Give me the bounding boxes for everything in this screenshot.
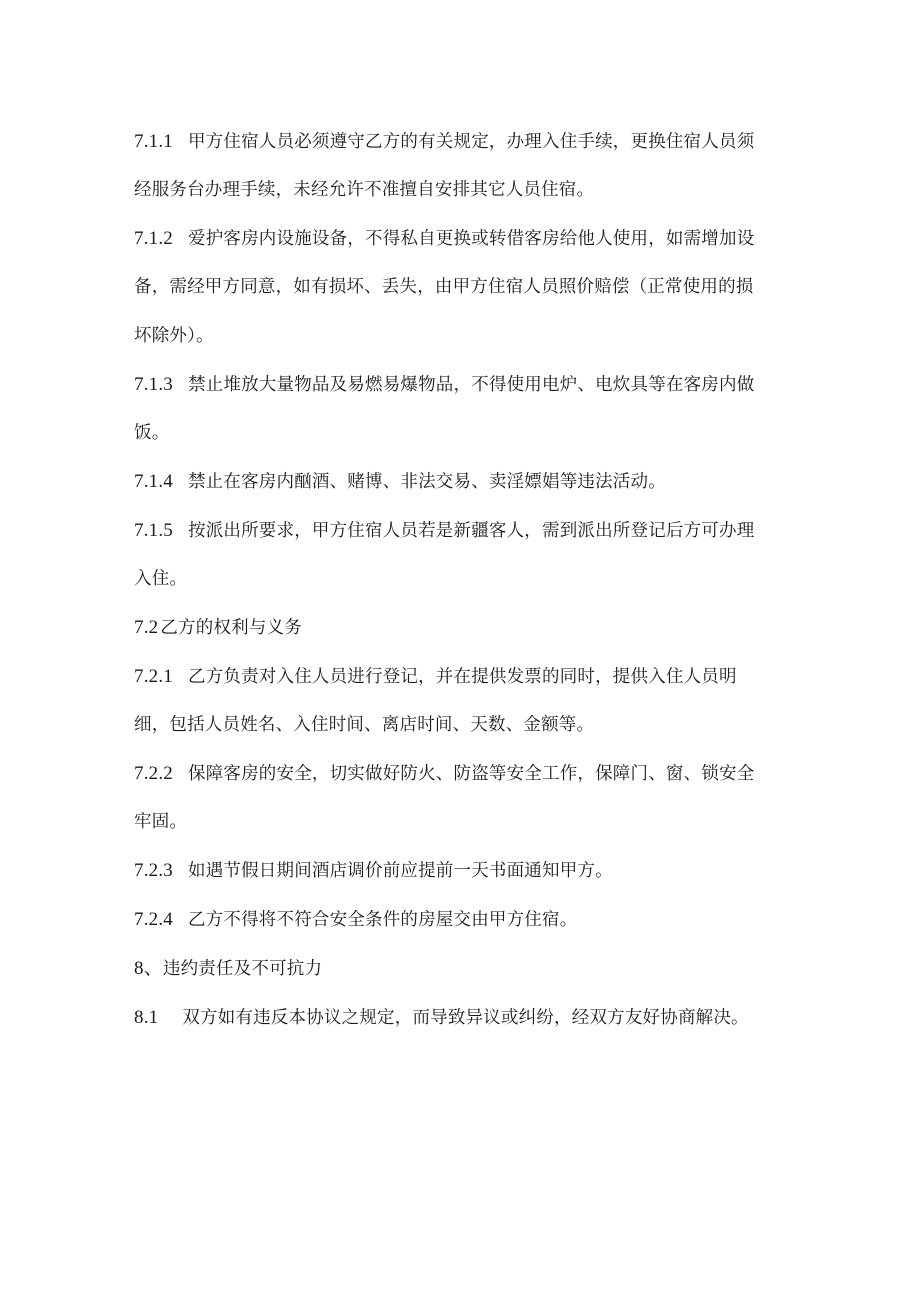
clause-line — [134, 652, 794, 701]
clause-line — [134, 263, 794, 312]
section-8-heading — [134, 944, 794, 993]
clause-line — [134, 895, 794, 944]
clause-number: 7.2.3 — [134, 860, 173, 881]
clause-text: 经服务台办理手续，未经允许不准擅自安排其它人员住宿。 — [134, 180, 595, 200]
clause-7-2-4 — [134, 895, 794, 944]
clause-text: 违约责任及不可抗力 — [162, 959, 323, 979]
clause-line — [134, 457, 794, 506]
clause-line — [134, 701, 794, 750]
clause-text: 禁止堆放大量物品及易燃易爆物品，不得使用电炉、电炊具等在客房内做 — [188, 375, 755, 395]
clause-text: 备，需经甲方同意，如有损坏、丢失，由甲方住宿人员照价赔偿（正常使用的损 — [134, 277, 754, 297]
clause-text: 禁止在客房内酗酒、赌博、非法交易、卖淫嫖娼等违法活动。 — [188, 472, 666, 492]
clause-line — [134, 214, 794, 263]
clause-line — [134, 603, 794, 652]
clause-text: 保障客房的安全，切实做好防火、防盗等安全工作，保障门、窗、锁安全 — [188, 764, 755, 784]
clause-text: 坏除外）。 — [134, 326, 214, 346]
clause-7-1-1 — [134, 117, 794, 215]
clause-number: 7.2 — [134, 617, 159, 638]
clause-line — [134, 749, 794, 798]
clause-text: 乙方的权利与义务 — [160, 618, 302, 638]
clause-text: 乙方不得将不符合安全条件的房屋交由甲方住宿。 — [188, 910, 578, 930]
clause-text: 如遇节假日期间酒店调价前应提前一天书面通知甲方。 — [188, 861, 613, 881]
clause-line — [134, 409, 794, 458]
clause-line — [134, 846, 794, 895]
clause-line — [134, 993, 794, 1042]
clause-7-1-4 — [134, 457, 794, 506]
clause-number: 8.1 — [134, 1007, 159, 1028]
clause-7-1-3 — [134, 360, 794, 458]
clause-number: 7.2.4 — [134, 909, 173, 930]
clause-number: 7.1.2 — [134, 228, 173, 249]
clause-text: 入住。 — [134, 569, 188, 589]
clause-text: 牢固。 — [134, 812, 188, 832]
clause-8-1 — [134, 993, 794, 1042]
clause-number: 8、 — [134, 958, 163, 979]
clause-line — [134, 166, 794, 215]
clause-line — [134, 555, 794, 604]
clause-number: 7.1.1 — [134, 131, 173, 152]
clause-number: 7.1.5 — [134, 520, 173, 541]
clause-number: 7.1.3 — [134, 374, 173, 395]
clause-7-2-1 — [134, 652, 794, 750]
clause-text: 爱护客房内设施设备，不得私自更换或转借客房给他人使用，如需增加设 — [188, 229, 755, 249]
clause-number: 7.2.2 — [134, 763, 173, 784]
clause-number: 7.2.1 — [134, 666, 173, 687]
clause-7-2-2 — [134, 749, 794, 847]
clause-line — [134, 312, 794, 361]
clause-text: 双方如有违反本协议之规定，而导致异议或纠纷，经双方友好协商解决。 — [182, 1008, 749, 1028]
clause-text: 乙方负责对入住人员进行登记，并在提供发票的同时，提供入住人员明 — [188, 667, 737, 687]
clause-text: 细，包括人员姓名、入住时间、离店时间、天数、金额等。 — [134, 715, 595, 735]
clause-text: 甲方住宿人员必须遵守乙方的有关规定，办理入住手续，更换住宿人员须 — [188, 132, 755, 152]
clause-7-1-2 — [134, 214, 794, 361]
clause-text: 按派出所要求，甲方住宿人员若是新疆客人，需到派出所登记后方可办理 — [188, 521, 755, 541]
clause-text: 饭。 — [134, 423, 170, 443]
clause-line — [134, 506, 794, 555]
section-7-2-heading — [134, 603, 794, 652]
clause-7-1-5 — [134, 506, 794, 604]
clause-line — [134, 944, 794, 993]
clause-line — [134, 117, 794, 166]
clause-number: 7.1.4 — [134, 471, 173, 492]
clause-7-2-3 — [134, 846, 794, 895]
clause-line — [134, 798, 794, 847]
clause-line — [134, 360, 794, 409]
